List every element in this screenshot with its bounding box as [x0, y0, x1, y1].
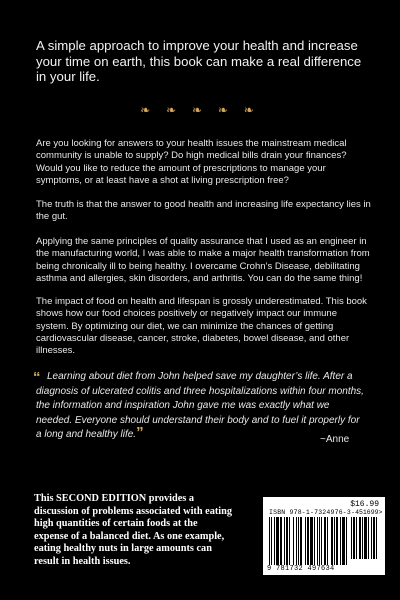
barcode-bar	[371, 517, 372, 559]
testimonial-text: Learning about diet from John helped save my daughter’s life. After a diagnosis of ulcerated colitis and three hospitalizations within four months, the information and inspiration John gave me was exactly what we needed. Everyone should understand their body and to fuel it properly for a long and healthy life.	[36, 371, 364, 441]
barcode-bar	[331, 517, 333, 565]
isbn-barcode-image	[269, 517, 349, 565]
barcode-bar	[336, 517, 338, 565]
barcode-bar	[310, 517, 313, 565]
barcode-bar	[269, 517, 270, 565]
barcode-bar	[314, 517, 315, 565]
barcode-bar	[376, 517, 377, 559]
barcode-bar	[289, 517, 290, 565]
barcode-bar	[321, 517, 322, 565]
addon-digits: 51699>	[359, 509, 383, 516]
testimonial-quote	[33, 369, 366, 443]
barcode-bar	[317, 517, 318, 565]
close-quote-mark: ”	[136, 424, 144, 442]
barcode-bar	[334, 517, 335, 565]
barcode-bar	[356, 517, 357, 559]
barcode-bar	[280, 517, 282, 565]
paragraph-truth: The truth is that the answer to good health and increasing life expectancy lies in the gut.	[36, 199, 371, 223]
paragraph-questions: Are you looking for answers to your health issues the mainstream medical community is unable to supply? Do high medical bills drain your finances? Would you like to reduce the amount of prescriptions to manage your symptoms, or at least have a shot at living prescription free?	[36, 138, 347, 186]
barcode-bar	[342, 517, 345, 565]
barcode-bar	[274, 517, 275, 565]
addon-barcode-image	[351, 517, 379, 559]
barcode-bar	[298, 517, 299, 565]
barcode-bar	[319, 517, 320, 565]
isbn-text: ISBN 978-1-7324976-3-4	[269, 509, 360, 516]
barcode-bar	[296, 517, 297, 565]
barcode-bar	[373, 517, 375, 559]
barcode-bar	[364, 517, 367, 559]
barcode-bar	[353, 517, 355, 559]
barcode-bar	[340, 517, 341, 565]
edition-note: This SECOND EDITION provides a discussion of problems associated with eating high quantities of certain foods at the expense of a balanced diet. As one example, eating healthy nuts in large amounts can result in health issues.	[34, 493, 233, 567]
barcode-bar	[271, 517, 272, 565]
barcode-bar	[276, 517, 279, 565]
barcode-bar	[305, 517, 306, 565]
open-quote-mark: “	[33, 369, 41, 386]
barcode-bar	[362, 517, 363, 559]
paragraph-impact: The impact of food on health and lifespan is grossly underestimated. This book shows how our food choices positively or negatively impact our immune system. By optimizing our diet, we can minimize the chances of getting cardiovascular disease, cancer, stroke, diabetes, bowel disease, and other illnesses.	[36, 296, 367, 357]
barcode-bar	[346, 517, 347, 565]
barcode-bar	[359, 517, 361, 559]
barcode-label	[263, 497, 385, 575]
barcode-bar	[324, 517, 326, 565]
ornament-divider: ❧ ❧ ❧ ❧ ❧	[140, 103, 260, 117]
barcode-bar	[368, 517, 369, 559]
paragraph-story: Applying the same principles of quality assurance that I used as an engineer in the manufacturing world, I was able to make a major health transformation from being chronically ill to being healthy. I overcame Crohn’s Disease, debilitating asthma and allergies, skin disorders, and arthritis. You can do the same thing!	[36, 236, 370, 284]
testimonial-attribution: ~Anne	[320, 434, 350, 445]
price-text: $16.99	[350, 500, 379, 509]
isbn-digits: 9 781732 497634	[267, 565, 335, 573]
testimonial-text-wrap	[36, 370, 366, 443]
barcode-bar	[293, 517, 294, 565]
barcode-bar	[307, 517, 309, 565]
barcode-bar	[286, 517, 288, 565]
intro-blurb: A simple approach to improve your health and increase your time on earth, this book can make a real difference in your life.	[36, 38, 362, 84]
barcode-bar	[284, 517, 285, 565]
barcode-bar	[351, 517, 352, 559]
barcode-bar	[327, 517, 328, 565]
barcode-bar	[300, 517, 302, 565]
